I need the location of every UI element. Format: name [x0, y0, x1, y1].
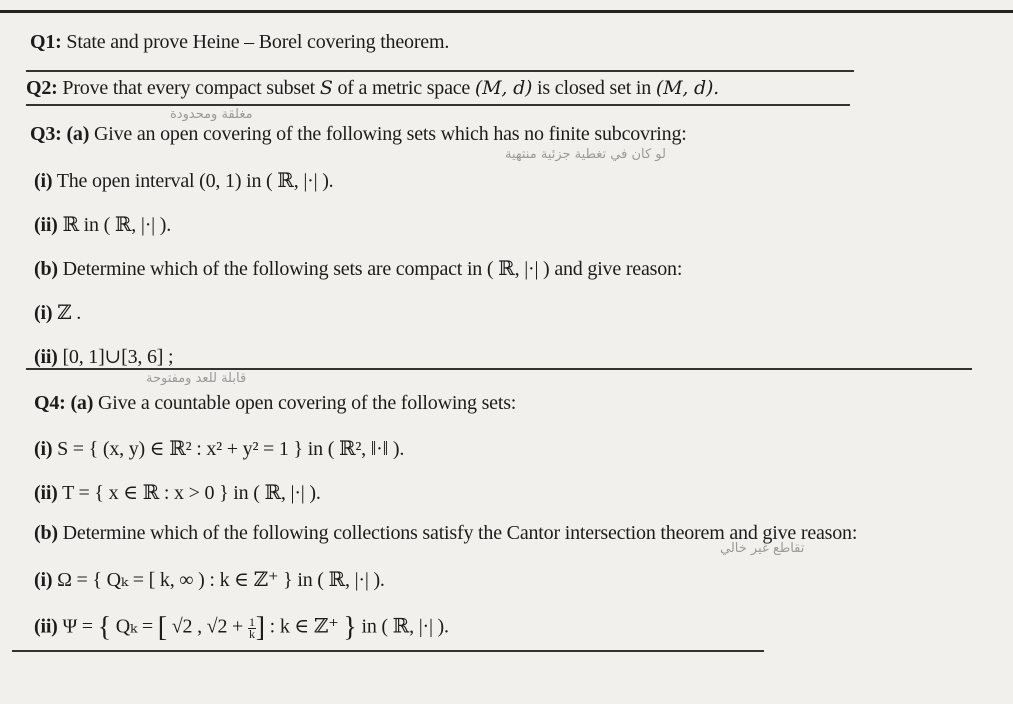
q4-a-item-text: S = { (x, y) ∈ ℝ² : x² + y² = 1 } in ( ℝ², ‖·‖ ). [52, 438, 405, 460]
handwritten-note-2: ﻟﻮ ﻛﺎﻥ ﻓﻲ ﺗﻐﻄﻴﺔ ﺟﺰﺋﻴﺔ ﻣﻨﺘﻬﻴﺔ [505, 147, 666, 162]
q3-label: Q3: [30, 123, 62, 145]
q4-b-ii-num: (ii) [34, 615, 58, 638]
q2-text-c: is closed set in [532, 77, 656, 99]
q4-a-item [34, 436, 404, 461]
q3-part-b-text: Determine which of the following sets are compact in ( ℝ, |·| ) and give reason: [57, 258, 683, 280]
q4-b-ii-frac-den: k [248, 626, 255, 641]
q3-part-a: (a) [66, 123, 90, 145]
q3-b-item-text: [0, 1]∪[3, 6] ; [57, 346, 174, 368]
q4-b-ii-interval-open: [ [157, 612, 167, 643]
q4-part-b-line [34, 522, 857, 545]
q3-a-item-text: ℝ in ( ℝ, |·| ). [57, 214, 172, 236]
q3-a-item-num: (i) [34, 170, 53, 192]
q4-a-item-text: T = { x ∈ ℝ : x > 0 } in ( ℝ, |·| ). [57, 482, 321, 504]
q1-divider [26, 70, 854, 72]
q4-b-ii-close-brace: } [343, 612, 357, 643]
q4-b-item-ii [34, 612, 449, 644]
q2-space-end: (M, d). [655, 77, 720, 99]
q4-b-ii-tail: in ( ℝ, |·| ). [356, 615, 449, 638]
handwritten-note-3: ﻗﺎﺑﻠﺔ ﻟﻠﻌﺪ ﻭﻣﻔﺘﻮﺣﺔ [146, 371, 247, 386]
q3-part-a-text: Give an open covering of the following sets which has no finite subcovring: [89, 123, 687, 145]
q4-part-b-text: Determine which of the following collections satisfy the Cantor intersection theorem and give reason: [57, 522, 858, 544]
q3-a-item [34, 168, 333, 193]
q4-b-ii-interval-body: √2 , √2 + [166, 615, 248, 638]
handwritten-note-1: ﻣﻐﻠﻘﺔ ﻭﻣﺤﺪﻭﺩﺓ [170, 107, 253, 122]
q2-line [26, 77, 719, 100]
header-rule [0, 10, 1013, 13]
q2-text-a: Prove that every compact subset [57, 77, 320, 99]
q3-b-item-num: (ii) [34, 346, 58, 368]
q3-b-item [34, 344, 173, 369]
q3-part-b: (b) [34, 258, 58, 280]
q4-b-item-num: (i) [34, 569, 53, 591]
q4-part-b: (b) [34, 522, 58, 544]
q4-b-ii-frac-num: 1 [248, 614, 255, 629]
q4-divider [12, 650, 764, 652]
q4-a-item-num: (i) [34, 438, 53, 460]
q4-b-ii-open-brace: { [97, 612, 111, 643]
q4-b-ii-lhs: Ψ = [57, 615, 98, 638]
q3-a-item-num: (ii) [34, 214, 58, 236]
q3-divider [26, 368, 972, 370]
q4-line [34, 392, 516, 415]
q3-a-item [34, 212, 171, 237]
q3-line [30, 123, 687, 146]
q4-a-item-num: (ii) [34, 482, 58, 504]
q1-label: Q1: [30, 31, 62, 53]
q4-b-item-text: Ω = { Qₖ = [ k, ∞ ) : k ∈ ℤ⁺ } in ( ℝ, |·| ). [52, 569, 385, 591]
q4-b-ii-set-start: Qₖ = [110, 615, 158, 638]
handwritten-note-4: ﺗﻘﺎﻃﻊ ﻏﻴﺮ ﺧﺎﻟﻲ [720, 541, 805, 556]
q3-b-item-num: (i) [34, 302, 53, 324]
q1-text: State and prove Heine – Borel covering theorem. [61, 31, 450, 53]
q3-b-item [34, 300, 81, 325]
q4-b-ii-interval-close: ] [255, 612, 265, 643]
q4-part-a: (a) [70, 392, 94, 414]
q4-b-ii-cond: : k ∈ ℤ⁺ [264, 615, 344, 638]
q4-a-item [34, 480, 321, 505]
q4-label: Q4: [34, 392, 66, 414]
q4-b-item [34, 567, 385, 592]
q2-text-b: of a metric space [332, 77, 475, 99]
q2-space: (M, d) [474, 77, 533, 99]
q1-line [30, 31, 449, 54]
q3-part-b-line [34, 256, 682, 281]
q4-b-ii-fraction [248, 614, 256, 641]
q2-var-s: S [319, 77, 333, 99]
q2-divider [26, 104, 850, 106]
q4-part-a-text: Give a countable open covering of the following sets: [93, 392, 517, 414]
q3-b-item-text: ℤ . [52, 302, 82, 324]
q2-label: Q2: [26, 77, 58, 99]
q3-a-item-text: The open interval (0, 1) in ( ℝ, |·| ). [52, 170, 334, 192]
